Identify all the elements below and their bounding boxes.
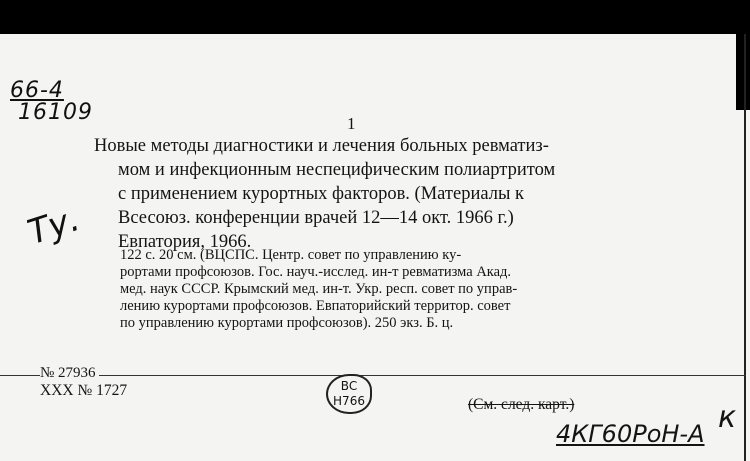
imprint-line: по управлению курортами профсоюзов). 250 экз. Б. ц. bbox=[120, 315, 454, 331]
entry-number: 1 bbox=[347, 114, 356, 133]
horizontal-rule bbox=[0, 375, 746, 376]
stamp-line: ВС bbox=[340, 379, 358, 393]
shelf-mark-bottom: 16109 bbox=[18, 100, 93, 125]
stamp-line: Н766 bbox=[333, 394, 365, 408]
accession-number: № 27936 bbox=[40, 365, 99, 382]
corner-handwriting: к bbox=[718, 400, 737, 435]
imprint-line: 122 с. 20 см. (ВЦСПС. Центр. совет по управлению ку- bbox=[120, 247, 462, 263]
title-line: мом и инфекционным неспецифическим полиартритом bbox=[118, 160, 556, 180]
imprint-line: лению курортами профсоюзов. Евпаторийский территор. совет bbox=[120, 298, 511, 314]
title-line: Всесоюз. конференции врачей 12—14 окт. 1966 г.) bbox=[118, 208, 514, 228]
imprint-details bbox=[120, 247, 668, 332]
library-stamp bbox=[326, 374, 372, 414]
title-line: Евпатория, 1966. bbox=[118, 232, 252, 252]
title-line: с применением курортных факторов. (Материалы к bbox=[118, 184, 524, 204]
see-next-card: (См. след. карт.) bbox=[468, 396, 575, 413]
imprint-line: рортами профсоюзов. Гос. науч.-исслед. ин-т ревматизма Акад. bbox=[120, 264, 512, 280]
title-line: Новые методы диагностики и лечения больных ревматиз- bbox=[94, 136, 549, 156]
imprint-line: мед. наук СССР. Крымский мед. ин-т. Укр. респ. совет по управ- bbox=[120, 281, 518, 297]
bottom-handwriting: 4КГ60РоН-А bbox=[556, 420, 705, 448]
shelf-mark-top: 66-4 bbox=[10, 78, 64, 103]
scan-top-border bbox=[0, 0, 750, 34]
bibliographic-title bbox=[94, 134, 662, 254]
series-number: XXX № 1727 bbox=[40, 382, 128, 399]
margin-handwritten-mark: Ту. bbox=[23, 198, 85, 254]
